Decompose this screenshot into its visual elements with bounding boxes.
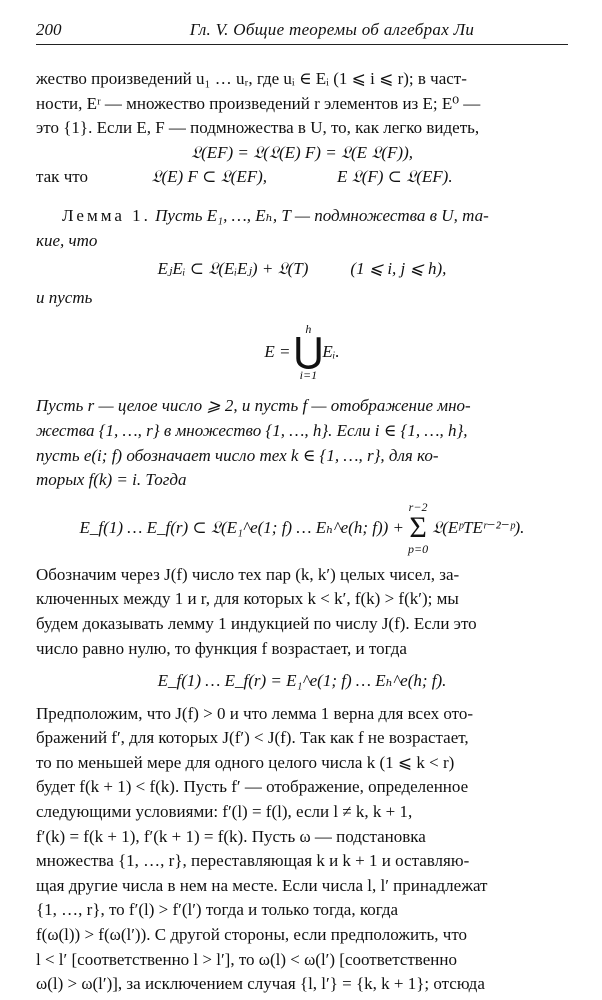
sum-symbol: Σ (409, 510, 427, 544)
text-line: множества {1, …, r}, переставляющая k и k + 1 и оставляю- (36, 851, 470, 871)
text-line: число равно нулю, то функция f возрастает, и тогда (36, 638, 407, 658)
sum-operator (408, 501, 428, 555)
text-line: будем доказывать лемму 1 индукцией по числу J(f). Если это (36, 613, 477, 633)
text-line: будет f(k + 1) < f(k). Пусть f′ — отображение, определенное (36, 777, 469, 797)
running-title: Гл. V. Общие теоремы об алгебрах Ли (189, 20, 475, 39)
text-line: Предположим, что J(f) > 0 и что лемма 1 верна для всех ото- (36, 703, 474, 723)
text-line: ω(l) > ω(l′)], за исключением случая {l, l′} = {k, k + 1}; отсюда (36, 974, 485, 994)
formula-5: E_f(1) … E_f(r) = E₁^e(1; f) … Eₕ^e(h; f). (157, 671, 447, 691)
formula-3a: EⱼEᵢ ⊂ 𝔏(EᵢEⱼ) + 𝔏(T) (157, 259, 309, 279)
page-number: 200 (36, 20, 62, 39)
formula-2b: E 𝔏(F) ⊂ 𝔏(EF). (337, 167, 453, 187)
union-lhs: E = (264, 342, 291, 362)
formula-3b: (1 ⩽ i, j ⩽ h), (350, 259, 447, 279)
running-header (36, 20, 568, 45)
text-line: {1, …, r}, то f′(l) > f′(l′) тогда и только тогда, когда (36, 900, 399, 920)
union-upper-limit: h (305, 322, 312, 337)
sum-lower-limit: p=0 (408, 541, 429, 556)
text-line: пусть e(i; f) обозначает число тех k ∈ {1, …, r}, для ко- (36, 445, 439, 465)
union-formula (36, 310, 568, 394)
lemma-text: Пусть E₁, …, Eₕ, T — подмножества в U, та- (155, 205, 489, 225)
union-term: Eᵢ. (322, 342, 340, 362)
union-operator (294, 323, 322, 381)
lemma-statement-line (36, 204, 568, 229)
union-lower-limit: i=1 (299, 368, 318, 383)
formula-4-rhs: 𝔏(EᵖTEʳ⁻²⁻ᵖ). (432, 517, 525, 537)
text-line: f′(k) = f(k + 1), f′(k + 1) = f(k). Пусть ω — подстановка (36, 826, 426, 846)
formula-2 (36, 165, 568, 190)
text-line: f(ω(l)) > f(ω(l′)). С другой стороны, если предположить, что (36, 925, 468, 945)
text-line: ности, Eʳ — множество произведений r элементов из E; E⁰ — (36, 93, 481, 113)
text-line: жества {1, …, r} в множество {1, …, h}. Если i ∈ {1, …, h}, (36, 420, 468, 440)
sum-upper-limit: r−2 (408, 499, 428, 514)
text-line: l < l′ [соответственно l > l′], то ω(l) < ω(l′) [соответственно (36, 949, 457, 969)
text-line: жество произведений u₁ … uᵣ, где uᵢ ∈ Eᵢ (1 ⩽ i ⩽ r); в част- (36, 69, 467, 88)
text-line: кие, что (36, 230, 98, 250)
text-line: то по меньшей мере для одного целого числа k (1 ⩽ k < r) (36, 752, 455, 772)
text-line: так что (36, 167, 88, 187)
formula-4 (36, 493, 568, 563)
book-page (36, 20, 568, 997)
formula-3 (36, 257, 568, 282)
text-line: следующими условиями: f′(l) = f(l), если l ≠ k, k + 1, (36, 802, 413, 822)
text-line: Обозначим через J(f) число тех пар (k, k′) целых чисел, за- (36, 564, 460, 584)
text-line: бражений f′, для которых J(f′) < J(f). Так как f не возрастает, (36, 728, 469, 748)
text-line: Пусть r — целое число ⩾ 2, и пусть f — отображение мно- (36, 396, 471, 416)
text-line: и пусть (36, 287, 93, 307)
union-symbol: ⋃ (294, 333, 323, 371)
text-line: это {1}. Если E, F — подмножества в U, то, как легко видеть, (36, 118, 480, 138)
text-line: щая другие числа в нем на месте. Если числа l, l′ принадлежат (36, 875, 488, 895)
formula-1: 𝔏(EF) = 𝔏(𝔏(E) F) = 𝔏(E 𝔏(F)), (190, 142, 413, 162)
formula-2a: 𝔏(E) F ⊂ 𝔏(EF), (151, 167, 267, 187)
text-line: ключенных между 1 и r, для которых k < k′, f(k) > f(k′); мы (36, 589, 459, 609)
text-line: торых f(k) = i. Тогда (36, 470, 187, 490)
formula-4-lhs: E_f(1) … E_f(r) ⊂ 𝔏(E₁^e(1; f) … Eₕ^e(h; f)) + (79, 517, 405, 537)
lemma-title: Лемма 1. (62, 205, 151, 225)
